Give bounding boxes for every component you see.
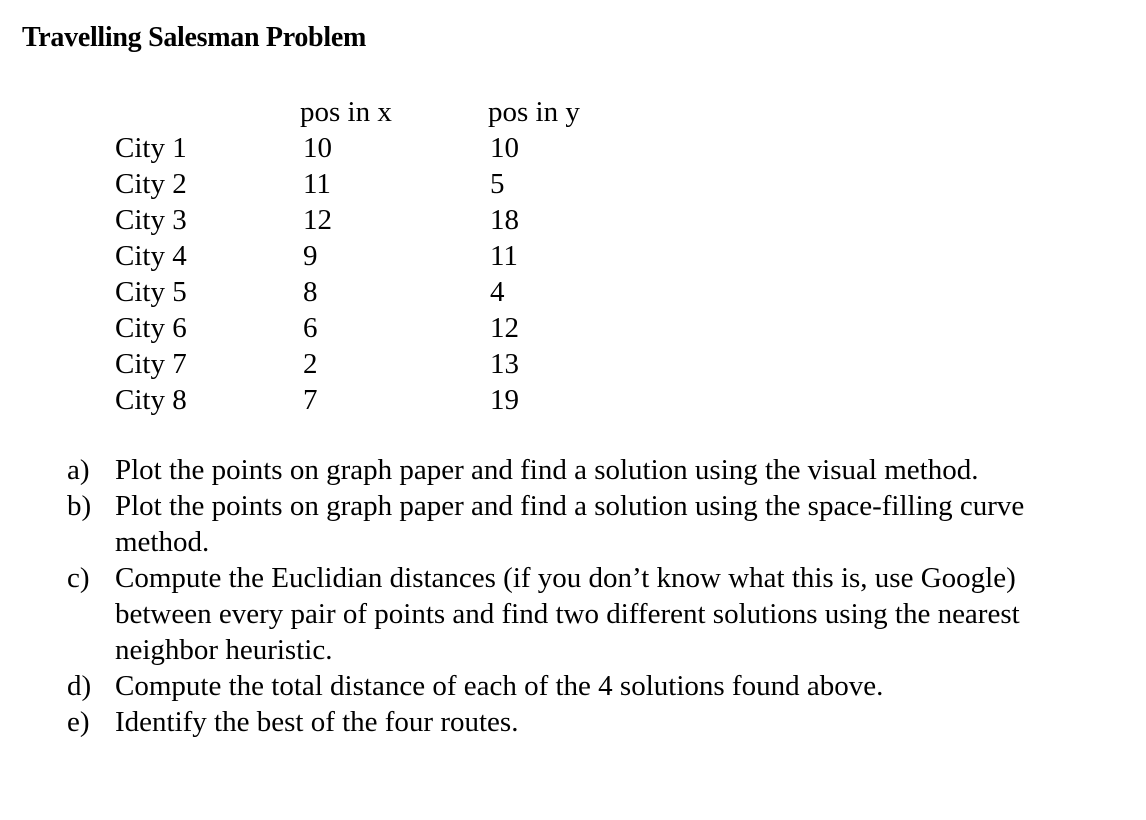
city-y: 19: [490, 384, 519, 416]
question-text: method.: [115, 526, 210, 558]
city-x: 2: [303, 348, 318, 380]
question-text: between every pair of points and find two different solutions using the nearest: [115, 598, 1020, 630]
question-letter: a): [67, 454, 90, 486]
city-y: 10: [490, 132, 519, 164]
city-y: 4: [490, 276, 505, 308]
city-x: 7: [303, 384, 318, 416]
question-letter: d): [67, 670, 92, 702]
city-x: 9: [303, 240, 318, 272]
city-x: 11: [303, 168, 331, 200]
city-label: City 6: [115, 312, 187, 344]
city-label: City 3: [115, 204, 187, 236]
city-label: City 1: [115, 132, 187, 164]
question-text: Plot the points on graph paper and find a solution using the visual method.: [115, 454, 979, 486]
city-x: 12: [303, 204, 332, 236]
question-letter: e): [67, 706, 90, 738]
city-y: 13: [490, 348, 519, 380]
question-text: neighbor heuristic.: [115, 634, 333, 666]
question-letter: b): [67, 490, 92, 522]
city-label: City 8: [115, 384, 187, 416]
city-y: 18: [490, 204, 519, 236]
city-label: City 4: [115, 240, 187, 272]
city-label: City 7: [115, 348, 187, 380]
question-text: Identify the best of the four routes.: [115, 706, 519, 738]
city-label: City 5: [115, 276, 187, 308]
question-text: Compute the Euclidian distances (if you don’t know what this is, use Google): [115, 562, 1016, 594]
city-x: 10: [303, 132, 332, 164]
city-y: 12: [490, 312, 519, 344]
city-label: City 2: [115, 168, 187, 200]
header-pos-x: pos in x: [300, 96, 392, 128]
question-letter: c): [67, 562, 90, 594]
city-x: 6: [303, 312, 318, 344]
question-text: Plot the points on graph paper and find a solution using the space-filling curve: [115, 490, 1025, 522]
header-pos-y: pos in y: [488, 96, 580, 128]
city-y: 5: [490, 168, 505, 200]
question-text: Compute the total distance of each of the 4 solutions found above.: [115, 670, 884, 702]
page-title: Travelling Salesman Problem: [22, 22, 366, 53]
city-y: 11: [490, 240, 518, 272]
city-x: 8: [303, 276, 318, 308]
